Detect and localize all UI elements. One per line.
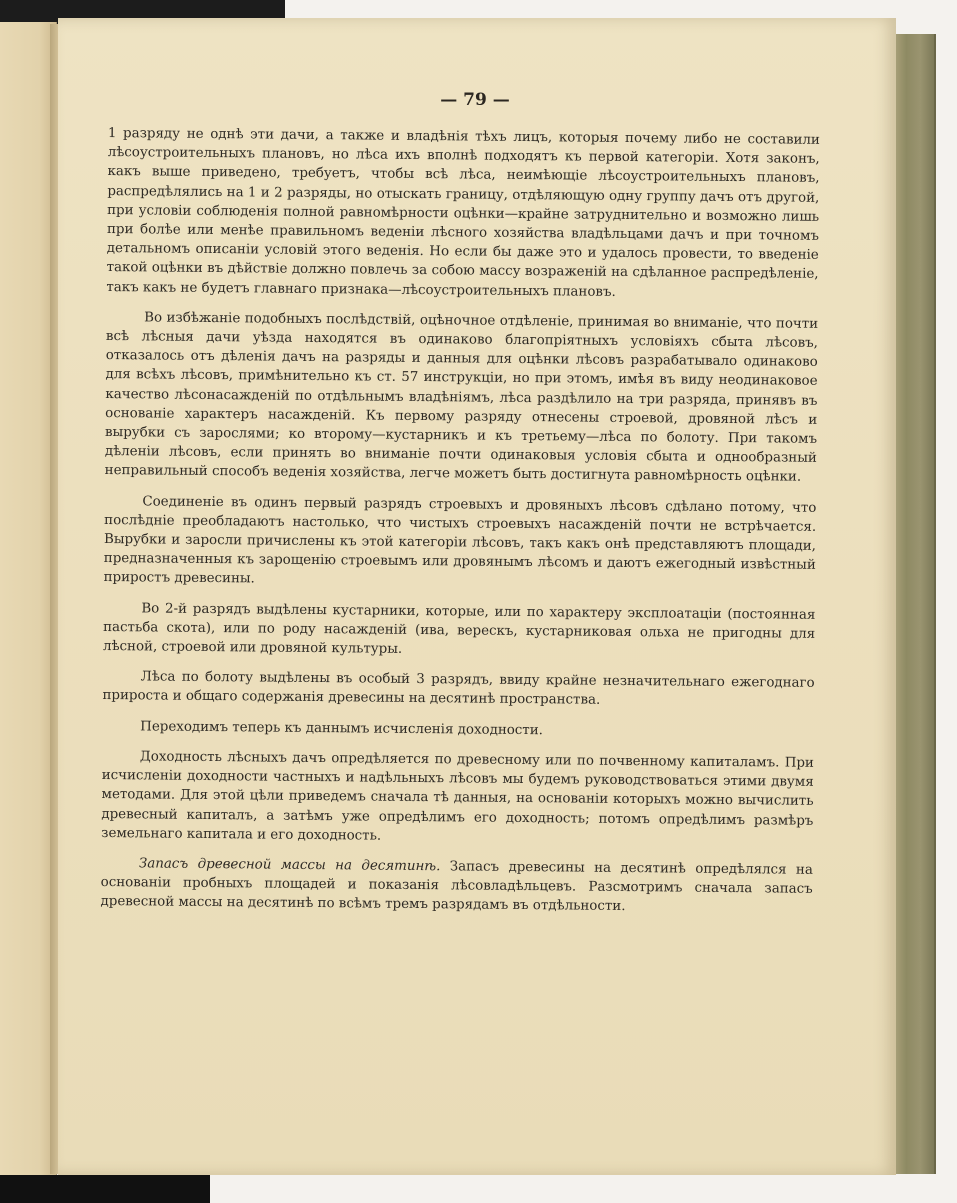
page-number: — 79 — xyxy=(440,90,510,110)
paragraph-7: Доходность лѣсныхъ дачъ опредѣляется по древесному или по почвенному капиталамъ. При исчисленіи доходности частныхъ и надѣльныхъ лѣсовъ мы будемъ руководствоваться этими двумя методами. Для этой цѣли приведемъ сначала тѣ данныя, на основаніи которыхъ можно вычислить древесный капиталъ, а затѣмъ уже опредѣлимъ его доходность; потомъ опредѣлимъ размѣръ земельнаго капитала и его доходность. xyxy=(101,749,814,844)
page-text xyxy=(100,124,820,929)
paragraph-5: Лѣса по болоту выдѣлены въ особый 3 разрядъ, ввиду крайне незначительнаго ежегоднаго прироста и общаго содержанія древесины на десятинѣ пространства. xyxy=(102,669,815,709)
paragraph-3: Соединеніе въ одинъ первый разрядъ строевыхъ и дровяныхъ лѣсовъ сдѣлано потому, что послѣдніе преобладаютъ настолько, что чистыхъ строевыхъ насажденій почти не встрѣчается. Вырубки и заросли причислены къ этой категоріи лѣсовъ, такъ какъ онѣ представляютъ площади, предназначенныя къ зарощенію строевымъ или дровянымъ лѣсомъ и даютъ ежегодный извѣстный приростъ древесины. xyxy=(103,494,817,587)
paragraph-2: Во избѣжаніе подобныхъ послѣдствій, оцѣночное отдѣленіе, принимая во вниманіе, что почти всѣ лѣсныя дачи уѣзда находятся въ одинаково благопріятныхъ условіяхъ сбыта лѣсовъ, отказалось отъ дѣленія дачъ на разряды и данныя для оцѣнки лѣсовъ разрабатывало одинаково для всѣхъ лѣсовъ, примѣнительно къ ст. 57 инструкціи, но при этомъ, имѣя въ виду неодинаковое качество лѣсонасажденій по отдѣльнымъ владѣніямъ, лѣса раздѣлило на три разряда, принявъ въ основаніе характеръ насажденій. Къ первому разряду отнесены строевой, дровяной лѣсъ и вырубки съ зарослями; ко второму—кустарникъ и къ третьему—лѣса по болоту. При такомъ дѣленіи лѣсовъ, если принять во вниманіе почти одинаковыя условія сбыта и однообразный неправильный способъ веденія хозяйства, легче можетъ быть достигнута равномѣрность оцѣнки. xyxy=(104,310,819,486)
left-page-edge xyxy=(0,22,57,1175)
section-lead: Запасъ древесной массы на десятинѣ. xyxy=(138,856,441,875)
paragraph-4: Во 2-й разрядъ выдѣлены кустарники, которые, или по характеру эксплоатаціи (постоянная пастьба скота), или по роду насажденій (ива, верескъ, кустарниковая ольха не пригодны для лѣсной, строевой или дровяной культуры. xyxy=(102,601,816,657)
paragraph-6: Переходимъ теперь къ даннымъ исчисленія доходности. xyxy=(140,719,544,738)
paragraph-8 xyxy=(100,854,813,918)
background-bottom-left xyxy=(0,1175,210,1203)
section-body: Запасъ древесины на десятинѣ опредѣлялся на основаніи пробныхъ площадей и показанія лѣсовладѣльцевъ. Разсмотримъ сначала запасъ древесной массы на десятинѣ по всѣмъ тремъ разрядамъ въ отдѣльности. xyxy=(100,859,813,915)
paragraph-1: 1 разряду не однѣ эти дачи, а также и владѣнія тѣхъ лицъ, которыя почему либо не составили лѣсоустроительныхъ плановъ, но лѣса ихъ вполнѣ подходятъ къ первой категоріи. Хотя законъ, какъ выше приведено, требуетъ, чтобы всѣ лѣса, неимѣющіе лѣсоустроительныхъ плановъ, распредѣлялись на 1 и 2 разряды, но отыскать границу, отдѣляющую одну группу дачъ отъ другой, при условіи соблюденія полной равномѣрности оцѣнки—крайне затруднительно и возможно лишь при болѣе или менѣе правильномъ веденіи лѣсного хозяйства владѣльцами дачъ и при точномъ детальномъ описаніи условій этого веденія. Но если бы даже это и удалось провести, то введеніе такой оцѣнки въ дѣйствіе должно повлечь за собою массу возраженій на сдѣланное распредѣленіе, такъ какъ не будетъ главнаго признака—лѣсоустроительныхъ плановъ. xyxy=(106,125,820,300)
